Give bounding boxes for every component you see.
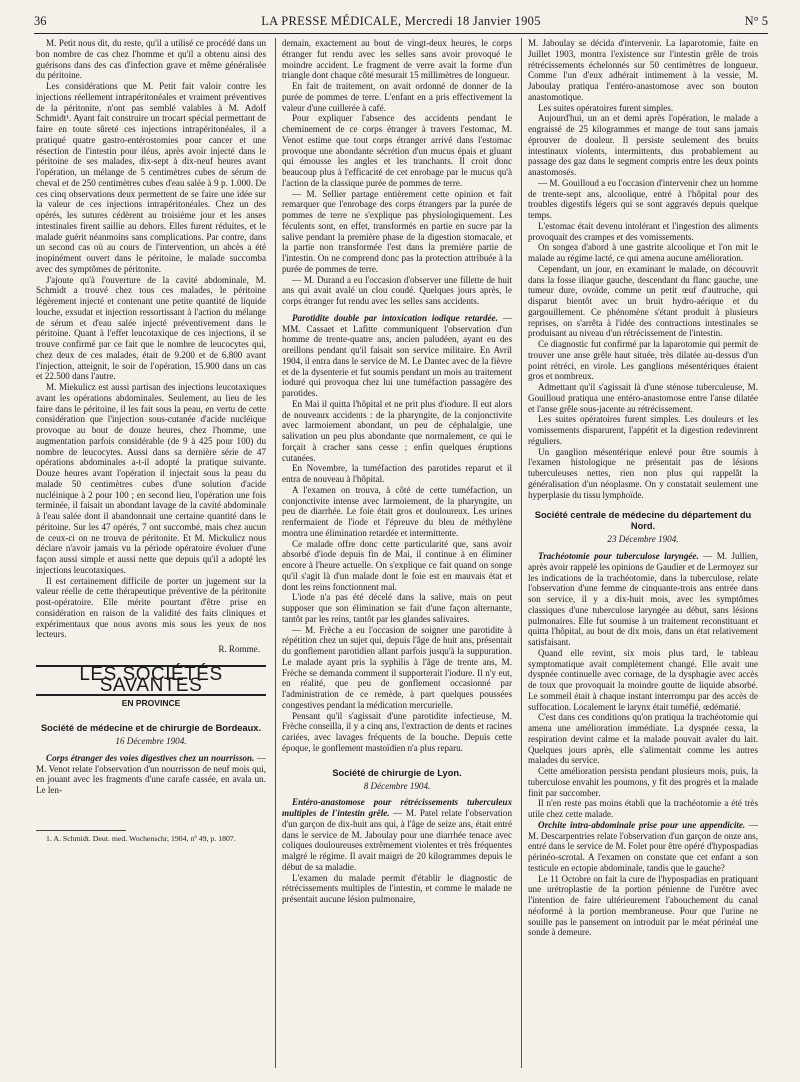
header-rule — [34, 33, 768, 34]
paragraph: En Novembre, la tuméfaction des parotides reparut et il entra de nouveau à l'hôpital. — [282, 463, 512, 484]
column-divider — [275, 38, 276, 1068]
case-text: — M. Patel relate l'observation d'un garçon de dix-huit ans qui, à l'âge de seize ans, était entré dans le service de M. Jaboulay pour une diarrhée tenace avec coliques douloureuses extrêmement violentes et très fréquentes malgré le régime. Il avait maigri de 20 kilogrammes depuis le début de sa maladie. — [282, 808, 512, 872]
session-date: 16 Décembre 1904. — [115, 736, 187, 746]
section-subtitle: EN PROVINCE — [121, 698, 181, 709]
case-text: — M. Jullien, après avoir rappelé les opinions de Gaudier et de Lermoyez sur les indications de la trachéotomie, dans la tuberculose, relate l'observation d'une femme de cinquante-trois ans entrée dans son service, il y a dix-huit mois, avec les symptômes classiques d'une tuberculose laryngée au début, sans lésions pulmonaires. Elle fut soumise à un traitement reconstituant et quitta l'hôpital, au bout de dix mois, dans un état relativement satisfaisant. — [528, 551, 759, 647]
paragraph: C'est dans ces conditions qu'on pratiqua la trachéotomie qui amena une amélioration immédiate. La dyspnée cessa, la respiration devint calme et la malade pouvait avaler du lait. Quelques jours après, elle s'alimentait comme les autres malades du service. — [528, 712, 758, 766]
page-number: 36 — [34, 14, 47, 28]
paragraph: — M. Frèche a eu l'occasion de soigner une parotidite à répétition chez un sujet qui, depuis l'âge de huit ans, présentait du gonflement parotidien allant parfois jusqu'à la suppuration. Le malade ayant pris la syphilis à l'âge de trente ans, M. Frèche se demanda comment il supporterait l'iodure. Il n'y eut, en réalité, que peu de gonflement occasionné par l'administration de ce remède, à part quelques poussées congestives pendant la médication mercurielle. — [282, 624, 512, 710]
paragraph: Pensant qu'il s'agissait d'une parotidite infectieuse, M. Frèche conseilla, il y a cinq ans, l'extraction de dents et racines cariées, avec lavages fréquents de la bouche. Depuis cette époque, le gonflement mastoïdien n'a plus reparu. — [282, 710, 512, 753]
paragraph: M. Miekulicz est aussi partisan des injections leucotaxiques avant les opérations abdominales. Seulement, au lieu de les faire dans le péritoine, il les fait sous la peau, en vertu de cette considération que l'injection sous-cutanée d'acide nucléique provoque au bout de douze heures, chez l'homme, une augmentation parfois considérable (de 9 à 425 pour 100) du nombre de leucocytes. Aussi dans sa dernière série de 47 opérations abdominales a-t-il adopté la pratique suivante. Douze heures avant l'opération il injectait sous la peau du malade 50 centimètres cubes d'une solution d'acide nucléinique à 2 pour 100 ; en second lieu, l'opération une fois terminée, il faisait un abondant lavage de la cavité abdominale à l'eau salée dont il abandonnait une certaine quantité dans le péritoine. Sur les 47 opérés, 7 ont succombé, mais chez aucun de ceux-ci on ne trouva de péritonite. Et M. Mickulicz nous déclare n'avoir jamais vu la période opératoire évoluer d'une façon aussi simple et aussi nette que depuis qu'il a adopté les injections leucotaxiques. — [36, 382, 266, 575]
author-signature: R. Romme. — [218, 644, 260, 654]
paragraph: Il n'en reste pas moins établi que la trachéotomie a été très utile chez cette malade. — [528, 798, 758, 819]
paragraph: Aujourd'hui, un an et demi après l'opération, le malade a engraissé de 25 kilogrammes et mange de tout sans jamais éprouver de douleur. Il persiste seulement des bruits intestinaux violents, intermittents, dus probablement au passage des gaz dans le segment compris entre les deux points anastomosés. — [528, 113, 758, 177]
paragraph: Les suites opératoires furent simples. — [538, 102, 674, 113]
paragraph: Les considérations que M. Petit fait valoir contre les injections réellement intrapéritonéales et vraiment préventives de la péritonite, n'ont pas semblé valables à M. Adolf Schmidt¹. Ayant fait construire un trocart spécial permettant de faire en toute sûreté ces injections intrapéritonéales, il a pratiqué quatre gastro-entérostomies pour cancer et une résection de l'intestin pour iléus, après avoir injecté dans le péritoine de ses malades, dix-sept à dix-neuf heures avant l'opération, un mélange de 5 centimètres cubes de sérum de cheval et de 250 centimètres cubes d'eau salée à 9 p. 1.000. De ces cinq observations deux permettent de se faire une idée sur la valeur de ces injections intrapéritonéales. Chez un des opérés, les sutures cédèrent au troisième jour et les anses intestinales firent saillie au dehors. Elles furent réduites, et le malade guérit néanmoins sans complications. Par contre, dans un second cas où au cours de l'intervention, un abcès a été inopinément ouvert dans le péritoine, le malade succomba avec des symptômes de péritonite. — [36, 81, 266, 274]
paragraph — [36, 753, 266, 796]
paragraph: Il est certainement difficile de porter un jugement sur la valeur réelle de cette thérapeutique préventive de la péritonite post-opératoire. Elle mérite pourtant d'être prise en considération en raison de la validité des faits cliniques et expérimentaux que nous avons mis sous les yeux de nos lecteurs. — [36, 575, 266, 640]
paragraph: En Mai il quitta l'hôpital et ne prit plus d'iodure. Il eut alors de nouveaux accidents : de la pharyngite, de la conjonctivite avec larmoiement abondant, un peu de céphalalgie, une salivation un peu plus abondante que normalement, ce qui le forçait à cracher sans cesse ; enfin quelques éruptions cutanées. — [282, 398, 512, 463]
society-heading: Société centrale de médecine du département du Nord. — [534, 510, 752, 532]
paragraph: Quand elle revint, six mois plus tard, le tableau symptomatique avait complètement changé. Elle avait une dyspnée continuelle avec cornage, de la dysphagie avec accès de toux que provoquait la moindre goutte de liquide absorbé. Le sommeil était à chaque instant interrompu par des accès de suffocation. Localement le larynx était tuméfié, œdématié. — [528, 647, 758, 712]
case-title: Corps étranger des voies digestives chez un nourrisson. — [46, 752, 255, 763]
case-title: Parotidite double par intoxication iodique retardée. — [292, 312, 498, 323]
paragraph: Le 11 Octobre on fait la cure de l'hypospadias en pratiquant une urétroplastie de la portion pénienne de l'urètre avec l'intention de faire ultérieurement l'abouchement du canal néoformé à la portion membraneuse. Pour que l'urine ne souille pas le pansement on introduit par le méat périnéal une sonde à demeure. — [528, 873, 758, 938]
session-date: 8 Décembre 1904. — [363, 780, 431, 791]
paragraph: L'examen du malade permit d'établir le diagnostic de rétrécissements multiples de l'intestin, et comme le malade ne présentait aucune lésion pulmonaire, — [282, 872, 512, 904]
paragraph: — M. Gouilloud a eu l'occasion d'intervenir chez un homme de trente-sept ans, alcoolique, entré à l'hôpital pour des troubles digestifs légers qui se sont aggravés depuis quelque temps. — [528, 177, 758, 220]
paragraph: — M. Sellier partage entièrement cette opinion et fait remarquer que l'enrobage des corps étrangers par la purée de pommes de terre ne s'explique pas physiologiquement. Les féculents sont, en effet, transformés en partie en sucre par la salive pendant la première phase de la digestion stomacale, et la partie non transformée l'est dans la première partie de l'intestin. On ne comprend donc pas la protection attribuée à la purée de pommes de terre. — [282, 188, 512, 274]
case-text: — M. Venot relate l'observation d'un nourrisson de neuf mois qui, en jouant avec les fragments d'une carafe cassée, en avala un. Le len- — [36, 752, 266, 795]
footnote-rule — [36, 830, 126, 831]
case-text: — MM. Cassaet et Lafitte communiquent l'observation d'un homme de trente-quatre ans, ancien paludéen, ayant eu des oreillons pendant qu'il faisait son service militaire. En Avril 1904, il entra dans le service de M. Le Dantec avec de la fièvre et de la dysenterie et fut soumis pendant un mois au traitement ioduré qui provoqua chez lui une tuméfaction passagère des parotides. — [282, 312, 512, 398]
society-heading: Société de chirurgie de Lyon. — [332, 767, 462, 778]
paragraph: Un ganglion mésentérique enlevé pour être soumis à l'examen histologique ne présentait pas de lésions tuberculeuses nettes, rien non plus qui rappelât la généralisation d'un néoplasme. On y constatait seulement une hyperplasie du tissu lymphoïde. — [528, 446, 758, 500]
paragraph: Ce diagnostic fut confirmé par la laparotomie qui permit de trouver une anse grêle haut située, très dilatée au-dessus d'un point rétréci, en virole. Les ganglions mésentériques étaient gros et nombreux. — [528, 339, 758, 382]
case-title: Orchite intra-abdominale prise pour une appendicite. — [538, 819, 746, 830]
paragraph: Cette amélioration persista pendant plusieurs mois, puis, la tuberculose envahit les poumons, y fit des progrès et la malade finit par succomber. — [528, 766, 758, 798]
paragraph: Cependant, un jour, en examinant le malade, on découvrit dans la fosse iliaque gauche, descendant du flanc gauche, une tumeur dure, ovoïde, comme un petit œuf d'autruche, qui disparut bientôt avec un bruit hydro-aérique et du gargouillement. Ce phénomène s'étant produit à plusieurs reprises, on s'arrêta à l'idée des contractions intestinales se produisant au niveau d'un rétrécissement de l'intestin. — [528, 263, 758, 339]
paragraph — [282, 797, 512, 872]
session-date: 23 Décembre 1904. — [607, 534, 679, 545]
paragraph: En fait de traitement, on avait ordonné de donner de la purée de pommes de terre. L'enfant en a pris effectivement la valeur d'une cuillerée à café. — [282, 81, 512, 113]
paragraph: demain, exactement au bout de vingt-deux heures, le corps étranger fut rendu avec les selles sans avoir provoqué le moindre accident. Le fragment de verre avait la forme d'un triangle dont chaque côté mesurait 15 millimètres de longueur. — [282, 38, 512, 81]
column-2 — [282, 38, 512, 905]
running-header — [34, 14, 768, 34]
section-title: LES SOCIÉTÉS SAVANTES — [36, 665, 266, 697]
case-title: Entéro-anastomose pour rétrécissements tuberculeux multiples de l'intestin grêle. — [282, 797, 512, 818]
issue-number: N° 5 — [744, 14, 768, 28]
case-text: — M. Descarpentries relate l'observation d'un garçon de onze ans, entré dans le service de M. Folet pour être opéré d'hypospadias périnéo-scrotal. A l'examen on constate que cet enfant a son testicule en ectopie abdominale, tandis que le gauche? — [528, 819, 758, 873]
paragraph: Ce malade offre donc cette particularité que, sans avoir absorbé d'iode depuis fin de Mai, il continue à en éliminer encore à l'heure actuelle. On s'explique ce fait quand on songe qu'il s'agit là d'un malade dont le foie est en mauvais état et dont les reins fonctionnent mal. — [282, 538, 512, 592]
column-1 — [36, 38, 266, 843]
paragraph: J'ajoute qu'à l'ouverture de la cavité abdominale, M. Schmidt a trouvé chez tous ces malades, le péritoine légèrement injecté et contenant une petite quantité de liquide louche, exsudat et injection ressortissant à l'action du mélange de sérum et d'eau salée injecté préventivement dans le péritoine. Quant à l'effet leucotaxique de ces injections, il se trouve confirmé par ce fait que le nombre de leucocytes qui, chez deux de ces malades, était de 9.200 et de 6.800 avant l'injection, atteignit, le soir de l'opération, 15.900 dans un cas et 22.500 dans l'autre. — [36, 274, 266, 382]
paragraph: L'estomac était devenu intolérant et l'ingestion des aliments provoquait des crampes et des vomissements. — [528, 220, 758, 242]
paragraph: Les suites opératoires furent simples. Les douleurs et les vomissements disparurent, l'appétit et la digestion redevinrent réguliers. — [528, 414, 758, 446]
paragraph: Admettant qu'il s'agissait là d'une sténose tuberculeuse, M. Gouilloud pratiqua une entéro-anastomose entre l'anse dilatée et l'anse grêle sous-jacente au rétrécissement. — [528, 382, 758, 414]
column-3 — [528, 38, 758, 938]
paragraph — [282, 313, 512, 399]
paragraph — [528, 820, 758, 874]
paragraph: L'iode n'a pas été décelé dans la salive, mais on peut supposer que son élimination se fait d'une façon alternante, tantôt par les reins, tantôt par les glandes salivaires. — [282, 592, 512, 624]
column-divider — [521, 38, 522, 1068]
paragraph: On songea d'abord à une gastrite alcoolique et l'on mit le malade au régime lacté, ce qui amena aucune amélioration. — [528, 242, 758, 263]
case-title: Trachéotomie pour tuberculose laryngée. — [538, 551, 699, 561]
journal-title: LA PRESSE MÉDICALE, Mercredi 18 Janvier 1905 — [261, 14, 541, 28]
footnote: 1. A. Schmidt. Deut. med. Wochenschr, 1904, nº 49, p. 1807. — [46, 833, 236, 843]
society-heading: Société de médecine et de chirurgie de Bordeaux. — [40, 723, 262, 733]
paragraph: — M. Durand a eu l'occasion d'observer une fillette de huit ans qui avait avalé un clou coudé. Quelques jours après, le corps étranger fut rendu avec les selles sans accidents. — [282, 274, 512, 306]
paragraph: M. Jaboulay se décida d'intervenir. La laparotomie, faite en Juillet 1903, montra l'existence sur l'intestin grêle de trois rétrécissements échelonnés sur 50 centimètres de longueur. Comme l'un d'eux adhérait intimement à la vessie, M. Jaboulay pratiqua l'entéro-anastomose avec son bouton anastomotique. — [528, 38, 758, 102]
paragraph: M. Petit nous dit, du reste, qu'il a utilisé ce procédé dans un bon nombre de cas chez l'homme et qu'il a obtenu ainsi des guérisons dans des cas d'infection grave et même généralisée du péritoine. — [36, 38, 266, 81]
paragraph: Pour expliquer l'absence des accidents pendant le cheminement de ce corps étranger à travers l'estomac, M. Venot estime que tout corps étranger arrivé dans l'estomac provoque une abondante sécrétion d'un mucus épais et gluant qui émousse les angles et les tranchants. Il croit donc beaucoup plus à l'efficacité de cet enrobage par le mucus qu'à l'action de la classique purée de pommes de terre. — [282, 113, 512, 188]
paragraph — [528, 551, 758, 648]
paragraph: A l'examen on trouva, à côté de cette tuméfaction, un conjonctivite intense avec larmoiement, de la pharyngite, un peu de diarrhée. Le foie était gros et douloureux. Les urines renfermaient de l'iode et l'épreuve du bleu de méthylène montra une élimination retardée et intermittente. — [282, 484, 512, 538]
